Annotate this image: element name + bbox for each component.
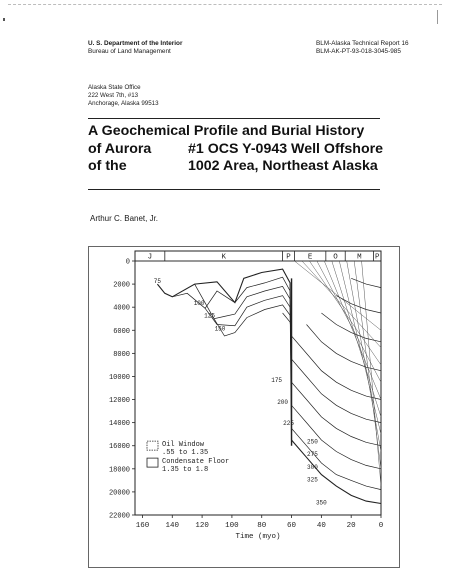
burial-curve-thin	[295, 261, 382, 330]
isotherm-label: 75	[153, 277, 161, 285]
isotherm-label: 125	[204, 312, 215, 320]
title-line-2b: #1 OCS Y-0943 Well Offshore	[188, 140, 384, 157]
isotherm-label: 325	[307, 476, 318, 484]
report-block	[316, 40, 409, 56]
legend-detail-oil: .55 to 1.35	[162, 449, 209, 458]
legend-detail-condensate: 1.35 to 1.8	[162, 466, 209, 475]
y-tick-label: 12000	[108, 397, 130, 406]
isotherm-label: 250	[307, 438, 318, 446]
title-line-3	[88, 158, 388, 176]
isotherm-label: 100	[193, 299, 205, 307]
y-tick-label: 0	[125, 258, 130, 267]
legend-label-oil: Oil Window	[162, 441, 205, 450]
period-label: J	[147, 253, 153, 262]
burial-history-figure	[88, 246, 400, 568]
document-title	[88, 123, 388, 176]
x-axis-label: Time (myo)	[235, 533, 281, 541]
x-tick-label: 60	[287, 522, 297, 530]
scan-dashed-edge	[8, 4, 442, 5]
burial-history-chart	[89, 247, 399, 567]
title-rule-bottom	[88, 189, 380, 190]
period-label: P	[286, 253, 291, 262]
title-line-2	[88, 141, 388, 159]
burial-curve-thin	[339, 261, 381, 434]
title-line-2a: of Aurora	[88, 140, 152, 157]
isotherm-label: 150	[214, 325, 226, 333]
bureau-name: Bureau of Land Management	[88, 48, 171, 55]
plot-frame	[135, 251, 381, 515]
x-tick-label: 100	[225, 522, 239, 530]
title-line-3a: of the	[88, 158, 127, 174]
burial-curve-thin	[302, 261, 381, 348]
burial-curve-thin	[324, 261, 381, 400]
scan-mark-right	[437, 10, 438, 24]
y-tick-label: 2000	[113, 281, 130, 290]
burial-curve	[307, 325, 382, 371]
y-tick-label: 20000	[108, 489, 130, 498]
period-label: P	[375, 253, 380, 262]
y-tick-label: 8000	[113, 350, 130, 359]
legend-swatch-condensate	[147, 458, 158, 467]
isotherm-label: 350	[315, 499, 327, 507]
period-label: K	[221, 253, 226, 262]
period-label: M	[357, 253, 362, 262]
report-title: BLM-Alaska Technical Report 16	[316, 40, 409, 47]
period-label: E	[307, 253, 313, 262]
x-tick-label: 140	[165, 522, 180, 530]
legend-swatch-oil	[147, 441, 158, 450]
x-tick-label: 0	[378, 522, 384, 530]
y-tick-label: 4000	[113, 304, 130, 313]
y-tick-label: 22000	[108, 512, 130, 521]
x-tick-label: 160	[135, 522, 150, 530]
agency-name: U. S. Department of the Interior	[88, 40, 183, 47]
burial-curve	[283, 313, 381, 400]
burial-curve-thin	[332, 261, 381, 417]
scan-mark	[3, 18, 5, 21]
burial-curve-thin	[309, 261, 381, 365]
x-tick-label: 80	[257, 522, 267, 530]
agency-block	[88, 40, 182, 56]
x-tick-label: 40	[316, 522, 326, 530]
isotherm-label: 175	[271, 377, 283, 385]
x-tick-label: 20	[346, 522, 356, 530]
burial-curve	[351, 278, 381, 287]
report-number: BLM-AK-PT-93-018-3045-985	[316, 48, 401, 55]
y-tick-label: 14000	[108, 420, 130, 429]
y-tick-label: 6000	[113, 327, 130, 336]
address-line-1: Alaska State Office	[88, 84, 141, 91]
y-tick-label: 16000	[108, 443, 130, 452]
period-label: O	[333, 253, 338, 262]
isotherm-label: 200	[277, 399, 289, 407]
legend-label-condensate: Condensate Floor	[162, 458, 230, 467]
burial-curve	[214, 305, 381, 423]
address-line-2: 222 West 7th, #13	[88, 91, 139, 99]
burial-curve-thin	[362, 261, 381, 486]
title-line-3b: 1002 Area, Northeast Alaska	[188, 158, 378, 174]
address-block	[88, 84, 159, 107]
y-tick-label: 10000	[108, 373, 130, 382]
address-line-3: Anchorage, Alaska 99513	[88, 99, 159, 107]
isotherm-label: 225	[283, 419, 294, 427]
y-tick-label: 18000	[108, 466, 130, 475]
x-tick-label: 120	[195, 522, 209, 530]
title-line-1: A Geochemical Profile and Burial History	[88, 123, 365, 139]
isotherm-label: 275	[307, 451, 318, 459]
title-rule-top	[88, 118, 380, 119]
author-name: Arthur C. Banet, Jr.	[90, 214, 159, 223]
isotherm-label: 300	[307, 463, 318, 471]
